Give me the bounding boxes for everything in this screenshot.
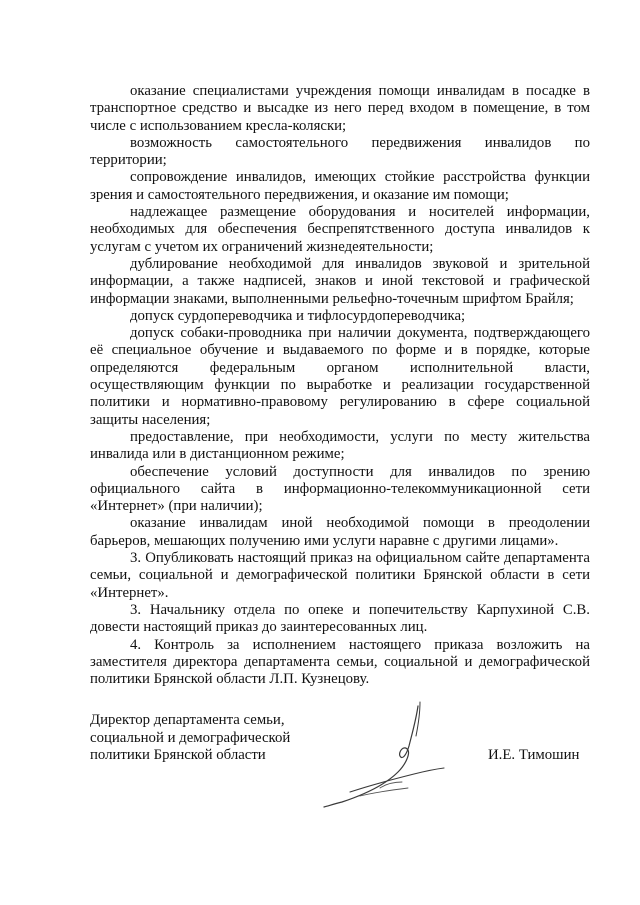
paragraph-boarding-assistance: оказание специалистами учреждения помощи инвалидам в посадке в транспортное средство и высадке из него перед входом в помещение, в том числе с использованием кресла-коляски;	[90, 83, 590, 134]
document-body	[90, 83, 590, 688]
signatory-title-line: Директор департамента семьи,	[90, 712, 285, 728]
signatory-name: И.Е. Тимошин	[488, 747, 580, 763]
paragraph-guide-dog: допуск собаки-проводника при наличии документа, подтверждающего её специальное обучение и выдаваемого по форме и в порядке, которые определяются федеральным органом исполнительной власти, осуществляющим функции по выработке и реализации государственной политики и нормативно-правовому регулированию в сфере социальной защиты населения;	[90, 325, 590, 428]
paragraph-territory-movement: возможность самостоятельного передвижения инвалидов по территории;	[90, 134, 590, 169]
signatory-title	[90, 712, 350, 765]
paragraph-publish-order: 3. Опубликовать настоящий приказ на официальном сайте департамента семьи, социальной и демографической политики Брянской области в сети «Интернет».	[90, 550, 590, 601]
signatory-title-line: социальной и демографической	[90, 729, 291, 746]
handwritten-signature	[320, 700, 450, 810]
paragraph-website-accessibility: обеспечение условий доступности для инвалидов по зрению официального сайта в информационно-телекоммуникационной сети «Интернет» (при наличии);	[90, 463, 590, 515]
paragraph-escort: сопровождение инвалидов, имеющих стойкие расстройства функции зрения и самостоятельного передвижения, и оказание им помощи;	[90, 169, 590, 203]
paragraph-braille-duplication: дублирование необходимой для инвалидов звуковой и зрительной информации, а также надписей, знаков и иной текстовой и графической информации знаками, выполненными рельефно-точечным шрифтом Брайля;	[90, 255, 590, 307]
paragraph-other-assistance: оказание инвалидам иной необходимой помощи в преодолении барьеров, мешающих получению ими услуги наравне с другими лицами».	[90, 515, 590, 549]
paragraph-control: 4. Контроль за исполнением настоящего приказа возложить на заместителя директора департамента семьи, социальной и демографической политики Брянской области Л.П. Кузнецову.	[90, 636, 590, 688]
paragraph-notify-parties: 3. Начальнику отдела по опеке и попечительству Карпухиной С.В. довести настоящий приказ до заинтересованных лиц.	[90, 601, 590, 636]
paragraph-equipment-placement: надлежащее размещение оборудования и носителей информации, необходимых для обеспечения беспрепятственного доступа инвалидов к услугам с учетом их ограничений жизнедеятельности;	[90, 204, 590, 255]
paragraph-sign-interpreter: допуск сурдопереводчика и тифлосурдопереводчика;	[130, 307, 466, 324]
signatory-title-line: политики Брянской области	[90, 747, 266, 763]
paragraph-remote-service: предоставление, при необходимости, услуги по месту жительства инвалида или в дистанционном режиме;	[90, 428, 590, 463]
